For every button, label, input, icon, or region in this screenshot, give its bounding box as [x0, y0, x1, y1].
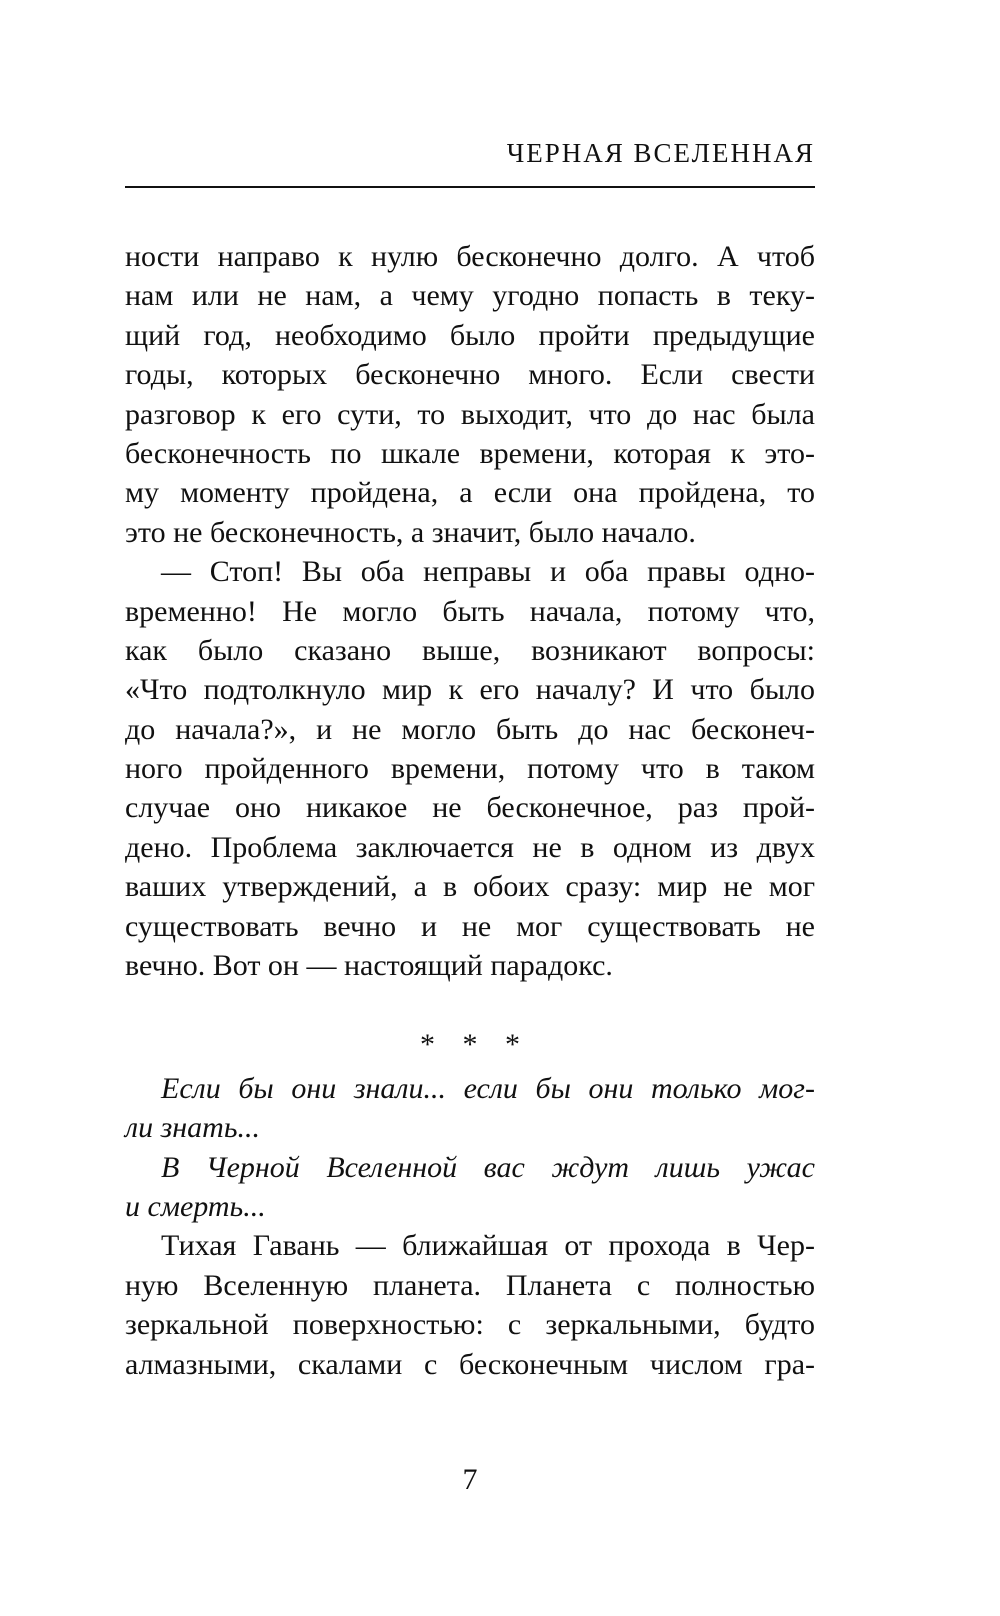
text-line: зеркальной поверхностью: с зеркальными, будто: [125, 1308, 815, 1342]
text-line: нам или не нам, а чему угодно попасть в теку-: [125, 279, 815, 313]
italic-epigraph-1: [125, 1069, 815, 1148]
running-head: ЧЕРНАЯ ВСЕЛЕННАЯ: [506, 138, 815, 168]
paragraph-1: [125, 237, 815, 552]
text-line: ваших утверждений, а в обоих сразу: мир не мог: [125, 870, 815, 904]
section-gap: [125, 985, 815, 1025]
text-line: годы, которых бесконечно много. Если свести: [125, 358, 815, 392]
page-number: 7: [462, 1463, 478, 1496]
text-line: алмазными, скалами с бесконечным числом гра-: [125, 1347, 815, 1381]
text-line: В Черной Вселенной вас ждут лишь ужас: [161, 1150, 815, 1184]
text-line: ности направо к нулю бесконечно долго. А чтоб: [125, 240, 815, 273]
text-line: му моменту пройдена, а если она пройдена, то: [125, 476, 815, 510]
text-line: дено. Проблема заключается не в одном из двух: [125, 830, 815, 864]
text-line: ного пройденного времени, потому что в таком: [125, 752, 815, 786]
header-rule: [125, 186, 815, 188]
text-line: — Стоп! Вы оба неправы и оба правы одно-: [161, 555, 815, 589]
paragraph-3: [125, 1226, 815, 1384]
paragraph-2: [125, 552, 815, 985]
text-line: это не бесконечность, а значит, было начало.: [125, 515, 696, 549]
text-line: Тихая Гавань — ближайшая от прохода в Чер-: [161, 1229, 815, 1263]
text-line: временно! Не могло быть начала, потому что,: [125, 594, 815, 628]
text-line: ную Вселенную планета. Планета с полностью: [125, 1268, 815, 1302]
text-line: случае оно никакое не бесконечное, раз прой-: [125, 791, 815, 825]
text-line: как было сказано выше, возникают вопросы:: [125, 633, 815, 667]
text-line: «Что подтолкнуло мир к его началу? И что было: [125, 673, 815, 707]
text-line: бесконечность по шкале времени, которая к это-: [125, 436, 815, 470]
text-line: вечно. Вот он — настоящий парадокс.: [125, 949, 613, 983]
text-line: разговор к его сути, то выходит, что до нас была: [125, 397, 815, 431]
text-line: щий год, необходимо было пройти предыдущие: [125, 318, 815, 352]
text-line: и смерть...: [125, 1189, 266, 1223]
text-line: Если бы они знали... если бы они только мог-: [161, 1071, 815, 1105]
body-text: [125, 237, 815, 1384]
text-line: существовать вечно и не мог существовать не: [125, 909, 815, 943]
text-line: до начала?», и не могло быть до нас бесконеч-: [125, 712, 815, 746]
text-line: ли знать...: [125, 1111, 260, 1145]
section-separator: * * *: [420, 1028, 530, 1062]
italic-epigraph-2: [125, 1148, 815, 1227]
